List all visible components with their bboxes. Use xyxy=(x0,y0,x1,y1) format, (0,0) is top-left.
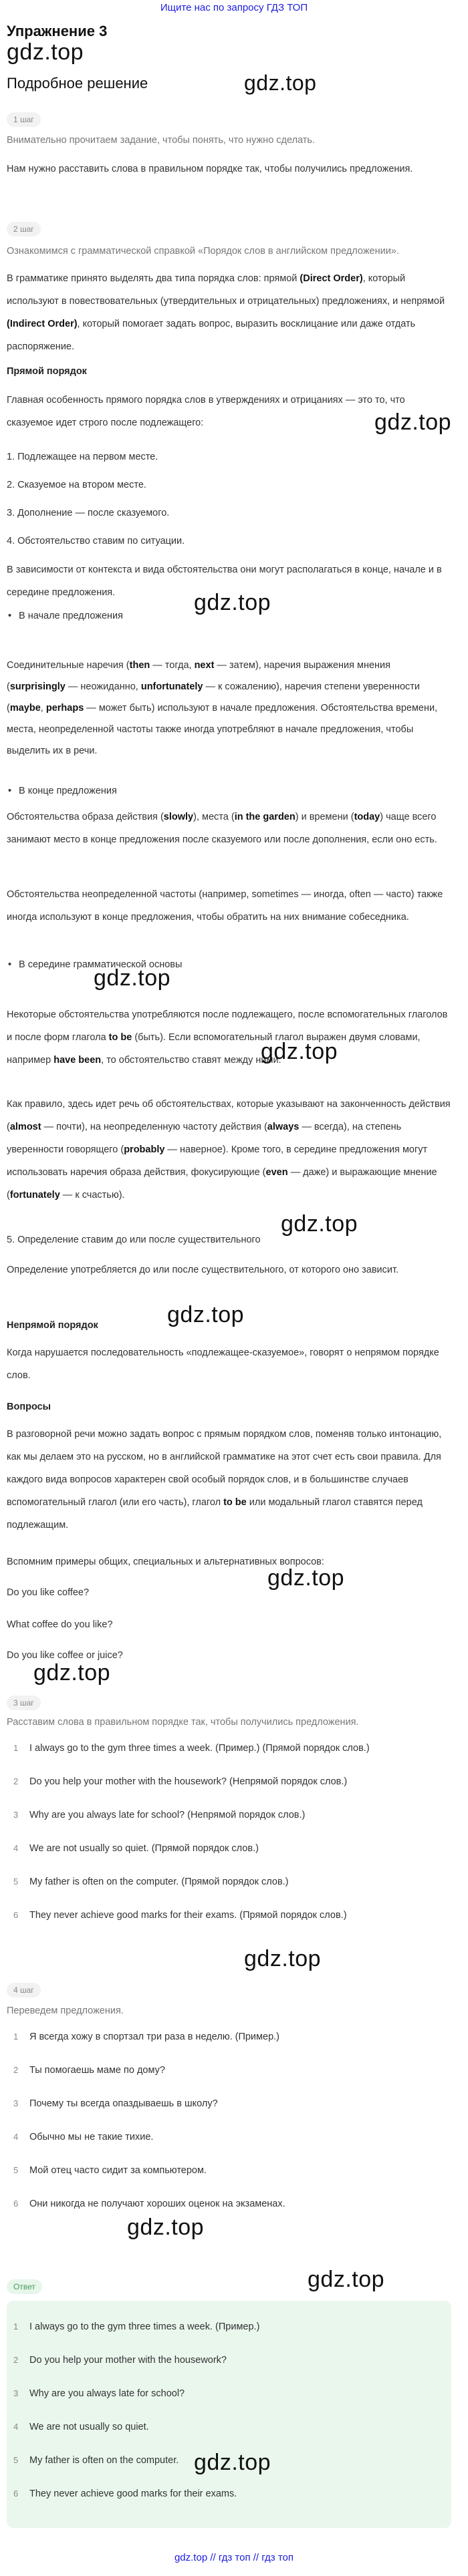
list-item: 5 My father is often on the computer. (Прямой порядок слов.) xyxy=(13,1877,289,1887)
step-4-badge: 4 шаг xyxy=(7,1983,41,1997)
answer-badge: Ответ xyxy=(7,2279,42,2294)
list-item: 1 I always go to the gym three times a week. (Пример.) xyxy=(13,2321,260,2332)
example-3: Do you like coffee or juice? xyxy=(7,1650,123,1661)
list-item: 6 They never achieve good marks for their exams. xyxy=(13,2488,237,2499)
step-3-list xyxy=(7,1732,451,1932)
bullet-sentence-middle: • В середине грамматической основы xyxy=(19,957,182,973)
answer-box xyxy=(7,2301,451,2528)
list-item: 6 Они никогда не получают хороших оценок на экзаменах. xyxy=(13,2199,285,2209)
watermark: gdz.top xyxy=(261,1039,338,1064)
examples-intro: Вспомним примеры общих, специальных и альтернативных вопросов: xyxy=(7,1557,324,1567)
list-item: 3 Why are you always late for school? xyxy=(13,2388,185,2399)
questions-text: В разговорной речи можно задать вопрос с прямым порядком слов, поменяв только интонацию, как мы делаем это на русском, но в английской грамматике на этот счет есть свои правила. Для каждого вида вопросов характерен свой особый порядок слов, и в большинстве случаев вспомогательный глагол (или его часть), глагол to be или модальный глагол ставятся перед подлежащим. xyxy=(7,1429,442,1531)
word-order-paragraph: В грамматике принято выделять два типа порядка слов: прямой (Direct Order), который используют в повествовательных (утвердительных и отрицательных) предложениях, и непрямой (Indirect Order), который помогает задать вопрос, выразить восклицание или даже отдать распоряжение. xyxy=(7,273,445,352)
list-item: 6 They never achieve good marks for their exams. (Прямой порядок слов.) xyxy=(13,1910,347,1921)
sentence-end-text: Обстоятельства образа действия (slowly), места (in the garden) и времени (today) чаще всего занимают место в конце предложения после сказуемого или после дополнения, если оно есть. xyxy=(7,812,437,845)
list-item: 4 Обычно мы не такие тихие. xyxy=(13,2132,154,2142)
list-item: 2 Do you help your mother with the housework? xyxy=(13,2355,227,2366)
step-4-intro: Переведем предложения. xyxy=(7,2005,124,2016)
step-1-text: Внимательно прочитаем задание, чтобы понять, что нужно сделать. xyxy=(7,135,316,146)
step-3-badge: 3 шаг xyxy=(7,1696,41,1710)
solution-subtitle: Подробное решение xyxy=(7,75,148,92)
watermark: gdz.top xyxy=(244,1946,322,1971)
watermark: gdz.top xyxy=(167,1302,245,1327)
list-item: 1 Я всегда хожу в спортзал три раза в неделю. (Пример.) xyxy=(13,2032,279,2042)
step-3-intro: Расставим слова в правильном порядке так, чтобы получились предложения. xyxy=(7,1717,359,1728)
indirect-order-heading: Непрямой порядок xyxy=(7,1320,98,1331)
watermark: gdz.top xyxy=(374,410,452,435)
list-item: 5 My father is often on the computer. xyxy=(13,2455,179,2466)
adverb-rules-text: Как правило, здесь идет речь об обстоятельствах, которые указывают на законченность действия (almost — почти), на неопределенную частоту действия (always — всегда), на степень уверенности говорящего (probably — наверное). Кроме того, в середине предложения могут использовать наречия образа действия, фокусирующие (even — даже) и выражающие мнение (fortunately — к счастью). xyxy=(7,1099,451,1200)
search-hint-link[interactable]: Ищите нас по запросу ГДЗ ТОП xyxy=(160,2,308,13)
rule-1: 1. Подлежащее на первом месте. xyxy=(7,452,158,462)
watermark: gdz.top xyxy=(194,2450,271,2475)
sentence-middle-text: Некоторые обстоятельства употребляются после подлежащего, после вспомогательных глаголов и после форм глагола to be (быть). Если вспомогательный глагол выражен двумя словами, например have been, то обстоятельство ставят между ними. xyxy=(7,1009,448,1066)
indirect-order-text: Когда нарушается последовательность «подлежащее-сказуемое», говорят о непрямом порядке слов. xyxy=(7,1347,439,1381)
step-1-badge: 1 шаг xyxy=(7,112,41,127)
step-4-list xyxy=(7,2020,451,2221)
step-1-task-text: Нам нужно расставить слова в правильном порядке так, чтобы получились предложения. xyxy=(7,164,413,174)
list-item: 1 I always go to the gym three times a week. (Пример.) (Прямой порядок слов.) xyxy=(13,1743,370,1754)
rule-5: 5. Определение ставим до или после существительного xyxy=(7,1235,261,1245)
step-2-intro: Ознакомимся с грамматической справкой «Порядок слов в английском предложении». xyxy=(7,246,399,257)
step-2-badge: 2 шаг xyxy=(7,222,41,236)
watermark: gdz.top xyxy=(244,71,317,95)
rule-4: 4. Обстоятельство ставим по ситуации. xyxy=(7,536,185,546)
bullet-sentence-start: • В начале предложения xyxy=(19,608,123,625)
questions-heading: Вопросы xyxy=(7,1402,51,1412)
watermark: gdz.top xyxy=(127,2215,205,2240)
context-text: В зависимости от контекста и вида обстоятельства они могут располагаться в конце, начале и в середине предложения. xyxy=(7,565,442,598)
answer-list xyxy=(7,2310,451,2511)
list-item: 5 Мой отец часто сидит за компьютером. xyxy=(13,2165,207,2176)
footer-links[interactable]: gdz.top // гдз топ // гдз топ xyxy=(174,2552,294,2563)
direct-order-text: Главная особенность прямого порядка слов в утверждениях и отрицаниях — это то, что сказуемое идет строго после подлежащего: xyxy=(7,395,405,428)
watermark: gdz.top xyxy=(308,2267,385,2292)
example-2: What coffee do you like? xyxy=(7,1619,113,1630)
rule-3: 3. Дополнение — после сказуемого. xyxy=(7,508,170,518)
list-item: 3 Почему ты всегда опаздываешь в школу? xyxy=(13,2098,218,2109)
list-item: 4 We are not usually so quiet. (Прямой порядок слов.) xyxy=(13,1843,259,1854)
exercise-title: Упражнение 3 xyxy=(7,23,108,39)
list-item: 3 Why are you always late for school? (Непрямой порядок слов.) xyxy=(13,1810,306,1820)
watermark: gdz.top xyxy=(7,39,84,65)
bullet-sentence-end: • В конце предложения xyxy=(19,783,117,800)
rule-2: 2. Сказуемое на втором месте. xyxy=(7,480,146,490)
watermark: gdz.top xyxy=(194,590,271,615)
sentence-start-text: Соединительные наречия (then — тогда, next — затем), наречия выражения мнения (surprisingly — неожиданно, unfortunately — к сожалению), наречия степени уверенности (maybe, perhaps — может быть) используют в начале предложения. Обстоятельства времени, места, неопределенной частоты также иногда употребляют в начале предложения, чтобы выделить их в речи. xyxy=(7,660,438,756)
list-item: 2 Do you help your mother with the housework? (Непрямой порядок слов.) xyxy=(13,1776,348,1787)
definition-text: Определение употребляется до или после существительного, от которого оно зависит. xyxy=(7,1265,399,1275)
watermark: gdz.top xyxy=(33,1660,111,1685)
watermark: gdz.top xyxy=(267,1565,345,1591)
watermark: gdz.top xyxy=(281,1211,358,1237)
watermark: gdz.top xyxy=(94,965,171,991)
list-item: 2 Ты помогаешь маме по дому? xyxy=(13,2065,165,2076)
direct-order-heading: Прямой порядок xyxy=(7,366,87,377)
list-item: 4 We are not usually so quiet. xyxy=(13,2422,149,2432)
example-1: Do you like coffee? xyxy=(7,1587,90,1598)
frequency-text: Обстоятельства неопределенной частоты (например, sometimes — иногда, often — часто) также иногда используют в конце предложения, чтобы обратить на них внимание собеседника. xyxy=(7,889,443,923)
